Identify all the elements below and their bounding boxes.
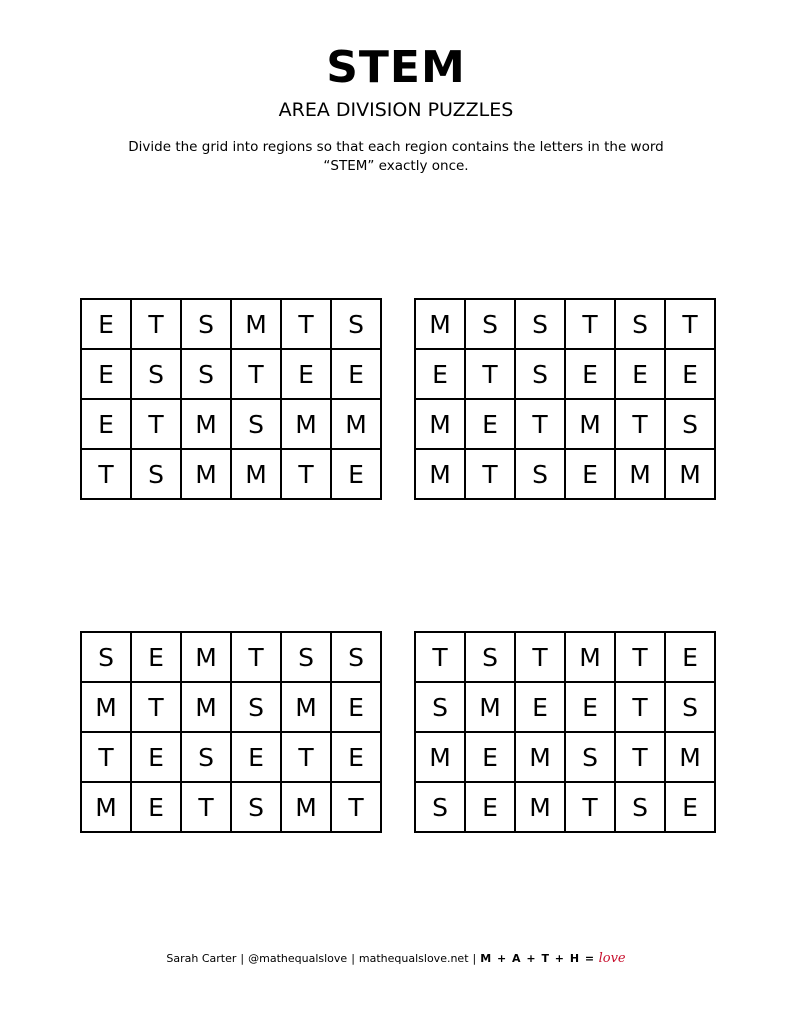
grid-cell: S — [666, 683, 716, 733]
grid-cell: S — [332, 633, 382, 683]
grid-cell: M — [232, 300, 282, 350]
grid-cell: T — [332, 783, 382, 833]
grid-cell: M — [416, 450, 466, 500]
grid-cell: T — [82, 733, 132, 783]
grid-cell: M — [666, 450, 716, 500]
grid-cell: E — [332, 450, 382, 500]
grid-cell: T — [182, 783, 232, 833]
grid-cell: M — [282, 783, 332, 833]
footer-brand-love: love — [598, 951, 626, 966]
grid-cell: S — [516, 450, 566, 500]
grid-cell: S — [616, 300, 666, 350]
grid-cell: E — [132, 633, 182, 683]
grid-cell: E — [516, 683, 566, 733]
grid-cell: S — [182, 350, 232, 400]
grid-cell: T — [516, 400, 566, 450]
puzzle-grid-2 — [414, 298, 716, 500]
grid-cell: T — [282, 733, 332, 783]
puzzle-grid-3 — [80, 631, 382, 833]
grid-cell: T — [132, 683, 182, 733]
grid-cell: T — [616, 633, 666, 683]
puzzle-grid-4 — [414, 631, 716, 833]
grid-cell: S — [182, 300, 232, 350]
grid-cell: E — [466, 733, 516, 783]
footer-handle: @mathequalslove — [248, 952, 348, 965]
grid-cell: T — [132, 400, 182, 450]
grid-cell: T — [466, 350, 516, 400]
page-title: STEM — [326, 42, 466, 93]
grid-cell: S — [516, 350, 566, 400]
grid-cell: M — [666, 733, 716, 783]
grid-cell: T — [132, 300, 182, 350]
grid-cell: S — [282, 633, 332, 683]
grid-cell: T — [616, 683, 666, 733]
grid-cell: T — [282, 450, 332, 500]
grid-cell: S — [516, 300, 566, 350]
grid-cell: S — [132, 350, 182, 400]
grid-cell: M — [82, 783, 132, 833]
footer-separator: | — [240, 952, 245, 965]
page-subtitle: AREA DIVISION PUZZLES — [278, 99, 514, 121]
footer-brand: M + A + T + H = — [480, 952, 596, 965]
grid-cell: S — [182, 733, 232, 783]
grid-cell: M — [332, 400, 382, 450]
grid-cell: T — [282, 300, 332, 350]
grid-cell: T — [566, 783, 616, 833]
footer-separator: | — [472, 952, 477, 965]
grid-cell: M — [182, 400, 232, 450]
grid-cell: S — [82, 633, 132, 683]
grid-cell: T — [232, 633, 282, 683]
grid-cell: E — [132, 733, 182, 783]
grid-cell: M — [616, 450, 666, 500]
grid-cell: M — [516, 733, 566, 783]
grid-cell: S — [566, 733, 616, 783]
grid-cell: E — [332, 733, 382, 783]
grid-cell: M — [182, 633, 232, 683]
grid-cell: E — [232, 733, 282, 783]
grid-cell: S — [232, 783, 282, 833]
grid-cell: S — [132, 450, 182, 500]
grid-cell: E — [332, 683, 382, 733]
grid-cell: S — [466, 300, 516, 350]
grid-cell: E — [82, 300, 132, 350]
grid-cell: E — [666, 350, 716, 400]
grid-cell: M — [566, 633, 616, 683]
grid-cell: T — [666, 300, 716, 350]
grid-cell: M — [182, 683, 232, 733]
grid-cell: S — [616, 783, 666, 833]
grid-cell: E — [466, 400, 516, 450]
grid-cell: E — [566, 450, 616, 500]
grid-cell: S — [232, 400, 282, 450]
footer-website: mathequalslove.net — [358, 952, 469, 965]
grid-cell: E — [132, 783, 182, 833]
grid-cell: T — [616, 733, 666, 783]
grid-cell: T — [82, 450, 132, 500]
footer — [0, 951, 792, 967]
grid-cell: E — [466, 783, 516, 833]
grid-cell: E — [416, 350, 466, 400]
grid-cell: S — [666, 400, 716, 450]
grid-cell: S — [232, 683, 282, 733]
grid-cell: M — [416, 400, 466, 450]
grid-cell: M — [566, 400, 616, 450]
grid-cell: M — [466, 683, 516, 733]
grid-cell: E — [666, 783, 716, 833]
grid-cell: T — [516, 633, 566, 683]
grid-cell: E — [282, 350, 332, 400]
puzzle-grid-1 — [80, 298, 382, 500]
grid-cell: S — [416, 683, 466, 733]
grid-cell: M — [282, 400, 332, 450]
grid-cell: M — [416, 733, 466, 783]
grid-cell: M — [516, 783, 566, 833]
footer-author: Sarah Carter — [166, 952, 237, 965]
grid-cell: E — [566, 683, 616, 733]
grid-cell: S — [332, 300, 382, 350]
grid-cell: E — [616, 350, 666, 400]
grid-cell: E — [666, 633, 716, 683]
grid-cell: M — [182, 450, 232, 500]
grid-cell: M — [82, 683, 132, 733]
grid-cell: E — [566, 350, 616, 400]
grid-cell: T — [466, 450, 516, 500]
grid-cell: S — [466, 633, 516, 683]
grid-cell: T — [566, 300, 616, 350]
grid-cell: E — [82, 400, 132, 450]
grid-cell: S — [416, 783, 466, 833]
footer-separator: | — [351, 952, 355, 965]
grid-cell: M — [232, 450, 282, 500]
instructions-text: Divide the grid into regions so that each region contains the letters in the word “STEM” exactly once. — [128, 139, 664, 174]
grid-cell: M — [282, 683, 332, 733]
grid-cell: T — [616, 400, 666, 450]
grid-cell: M — [416, 300, 466, 350]
grid-cell: E — [82, 350, 132, 400]
grid-cell: E — [332, 350, 382, 400]
grid-cell: T — [232, 350, 282, 400]
grid-cell: T — [416, 633, 466, 683]
